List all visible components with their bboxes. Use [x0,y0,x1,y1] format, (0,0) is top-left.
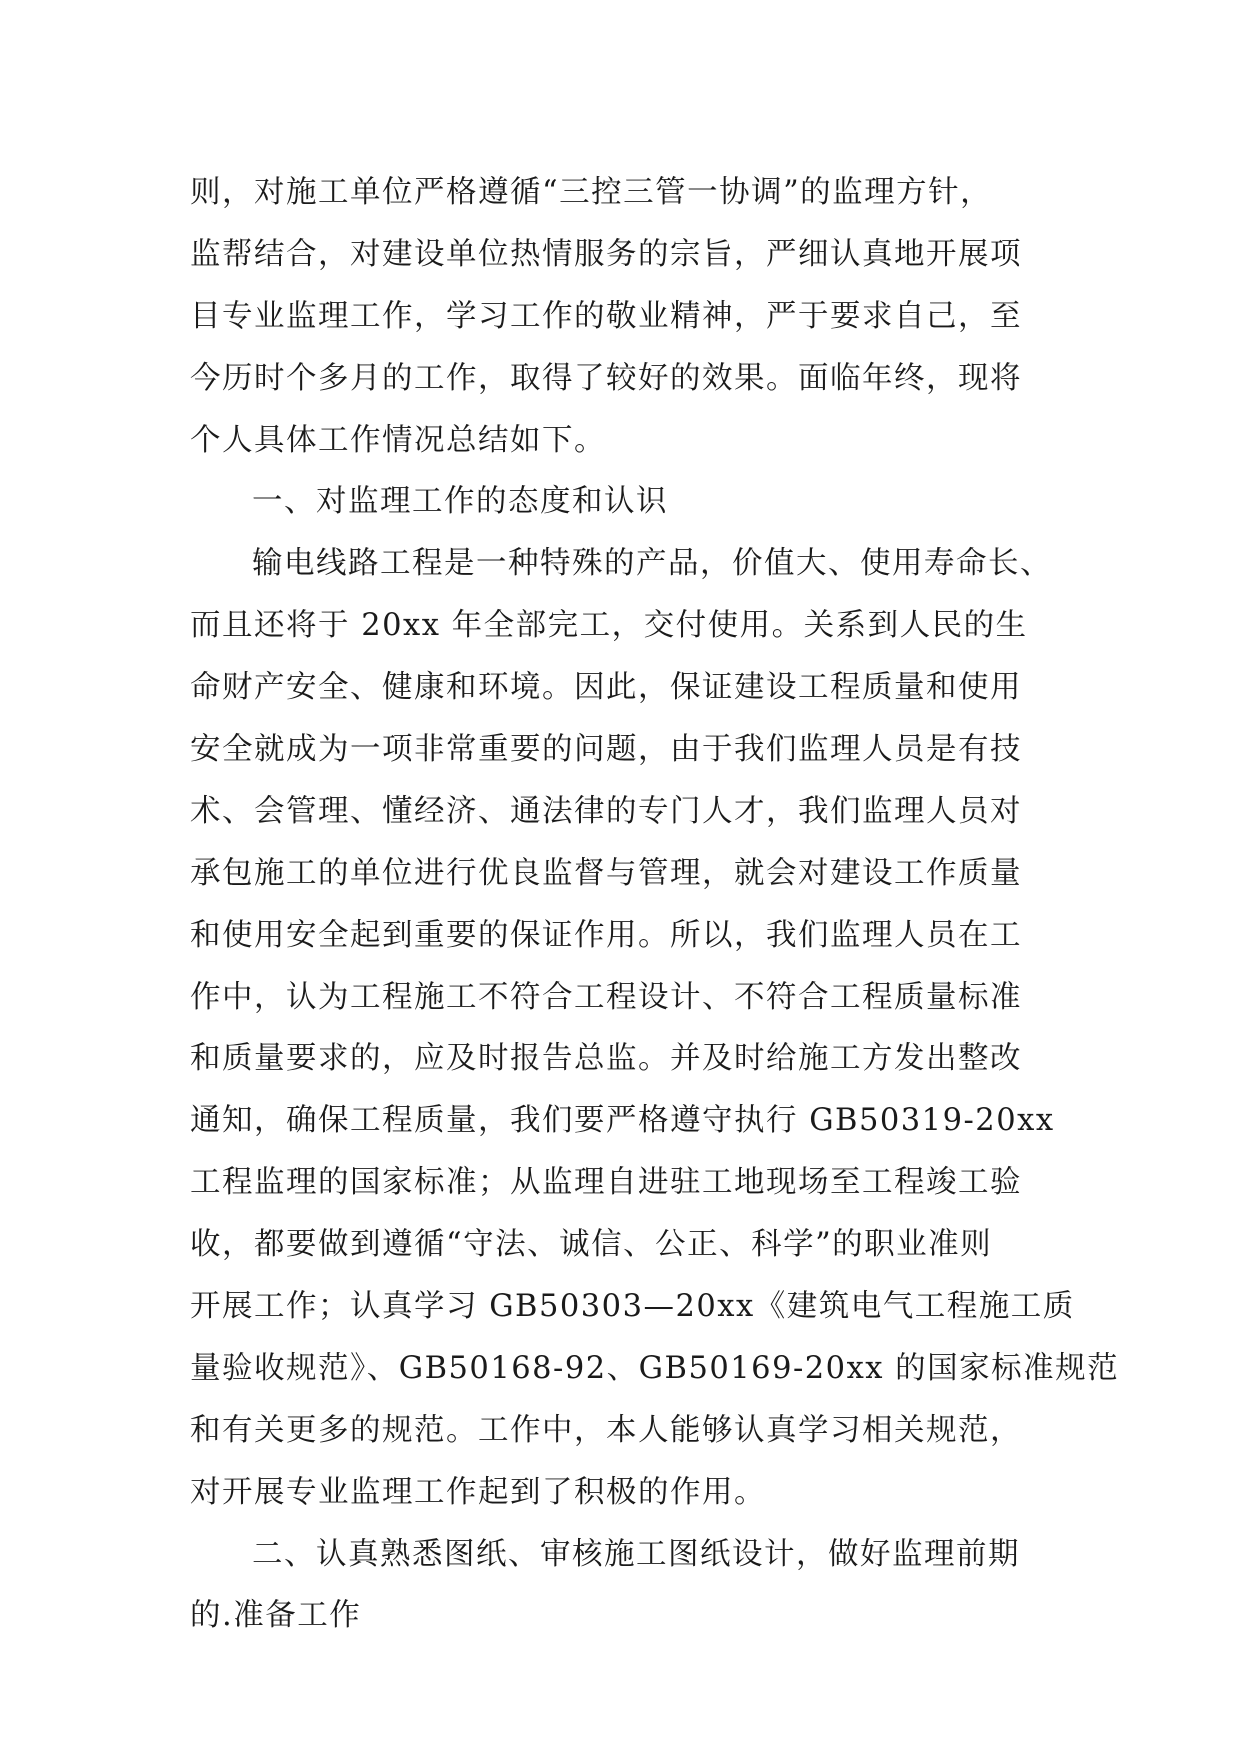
text-line: 对开展专业监理工作起到了积极的作用。 [190,1474,766,1510]
text-line: 命财产安全、健康和环境。因此，保证建设工程质量和使用 [190,670,1022,706]
text-line: 作中，认为工程施工不符合工程设计、不符合工程质量标准 [190,979,1022,1015]
text-line: 则，对施工单位严格遵循“三控三管一协调”的监理方针， [190,175,993,210]
text-line: 二、认真熟悉图纸、审核施工图纸设计，做好监理前期 [252,1536,1020,1572]
text-line: 而且还将于 20xx 年全部完工，交付使用。关系到人民的生 [190,608,1028,644]
text-line: 和有关更多的规范。工作中，本人能够认真学习相关规范， [190,1412,1022,1448]
text-line: 的.准备工作 [190,1598,362,1634]
text-line: 输电线路工程是一种特殊的产品，价值大、使用寿命长、 [252,546,1052,582]
document-body [190,162,1120,1647]
text-line: 工程监理的国家标准；从监理自进驻工地现场至工程竣工验 [190,1165,1022,1201]
text-line: 个人具体工作情况总结如下。 [190,422,606,458]
text-line: 收，都要做到遵循“守法、诚信、公正、科学”的职业准则 [190,1227,993,1263]
text-line: 和使用安全起到重要的保证作用。所以，我们监理人员在工 [190,917,1022,953]
text-line: 目专业监理工作，学习工作的敬业精神，严于要求自己，至 [190,298,1022,334]
text-line: 和质量要求的，应及时报告总监。并及时给施工方发出整改 [190,1041,1022,1077]
text-line: 开展工作；认真学习 GB50303—20xx《建筑电气工程施工质 [190,1289,1075,1325]
text-line: 安全就成为一项非常重要的问题，由于我们监理人员是有技 [190,732,1022,768]
text-line: 通知，确保工程质量，我们要严格遵守执行 GB50319-20xx [190,1103,1055,1139]
text-line: 术、会管理、懂经济、通法律的专门人才，我们监理人员对 [190,793,1022,829]
text-line: 量验收规范》、GB50168-92、GB50169-20xx 的国家标准规范 [190,1350,1120,1386]
text-line: 承包施工的单位进行优良监督与管理，就会对建设工作质量 [190,855,1022,891]
text-line: 监帮结合，对建设单位热情服务的宗旨，严细认真地开展项 [190,236,1022,272]
text-line: 今历时个多月的工作，取得了较好的效果。面临年终，现将 [190,360,1022,396]
text-line: 一、对监理工作的态度和认识 [252,484,668,520]
